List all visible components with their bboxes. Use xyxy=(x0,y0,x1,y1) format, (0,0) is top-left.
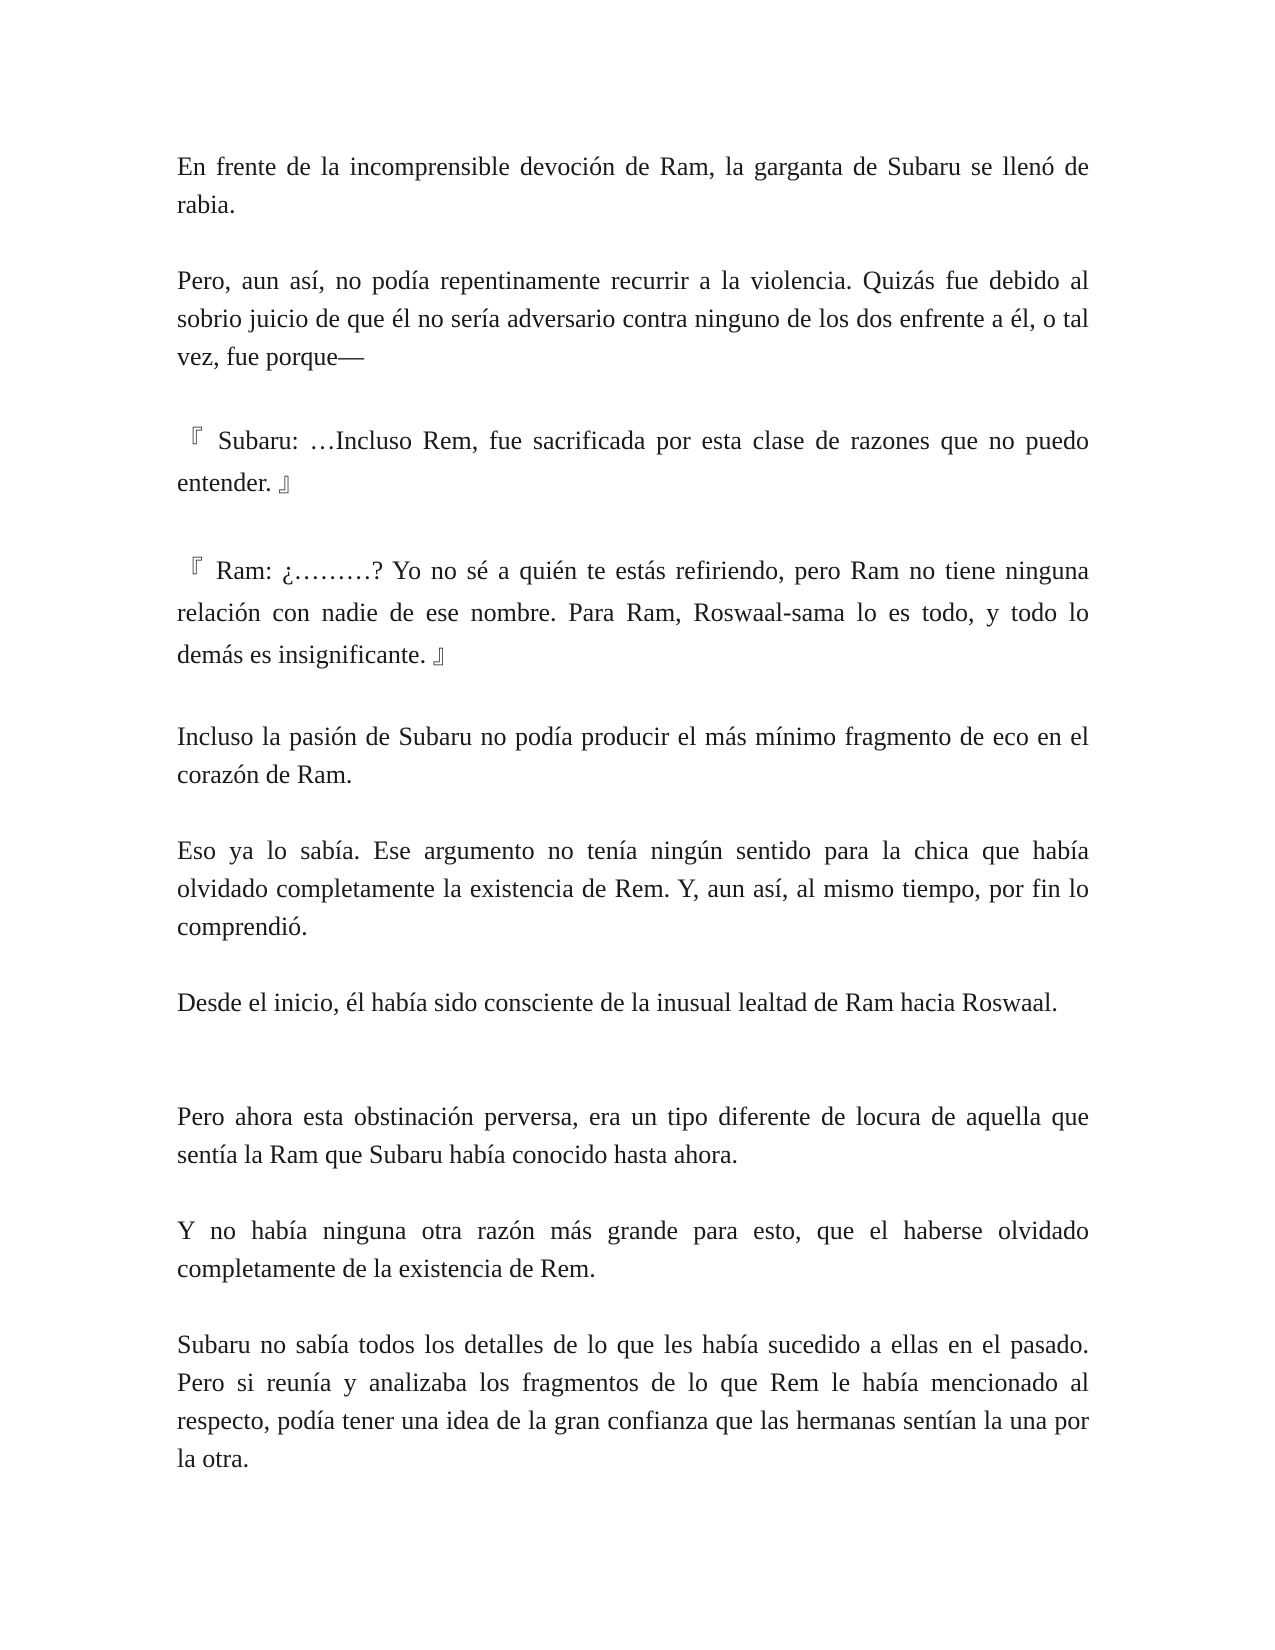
dialogue-ram: 『 Ram: ¿………? Yo no sé a quién te estás refiriendo, pero Ram no tiene ninguna relación con nadie de ese nombre. Para Ram, Roswaal-sama lo es todo, y todo lo demás es insignificante. 』 xyxy=(177,556,1089,669)
paragraph-5: Incluso la pasión de Subaru no podía producir el más mínimo fragmento de eco en el corazón de Ram. xyxy=(177,722,1089,789)
paragraph-8: Pero ahora esta obstinación perversa, era un tipo diferente de locura de aquella que sentía la Ram que Subaru había conocido hasta ahora. xyxy=(177,1102,1089,1169)
paragraph-10: Subaru no sabía todos los detalles de lo que les había sucedido a ellas en el pasado. Pero si reunía y analizaba los fragmentos de lo que Rem le había mencionado al respecto, podía tener una idea de la gran confianza que las hermanas sentían la una por la otra. xyxy=(177,1330,1089,1473)
paragraph-9: Y no había ninguna otra razón más grande para esto, que el haberse olvidado completamente de la existencia de Rem. xyxy=(177,1216,1089,1283)
paragraph-7: Desde el inicio, él había sido consciente de la inusual lealtad de Ram hacia Roswaal. xyxy=(177,988,1058,1017)
dialogue-subaru: 『 Subaru: …Incluso Rem, fue sacrificada por esta clase de razones que no puedo entender. 』 xyxy=(177,426,1089,497)
paragraph-2: Pero, aun así, no podía repentinamente recurrir a la violencia. Quizás fue debido al sobrio juicio de que él no sería adversario contra ninguno de los dos enfrente a él, o tal vez, fue porque— xyxy=(177,266,1089,371)
paragraph-1: En frente de la incomprensible devoción de Ram, la garganta de Subaru se llenó de rabia. xyxy=(177,152,1089,219)
paragraph-6: Eso ya lo sabía. Ese argumento no tenía ningún sentido para la chica que había olvidado completamente la existencia de Rem. Y, aun así, al mismo tiempo, por fin lo comprendió. xyxy=(177,836,1089,941)
